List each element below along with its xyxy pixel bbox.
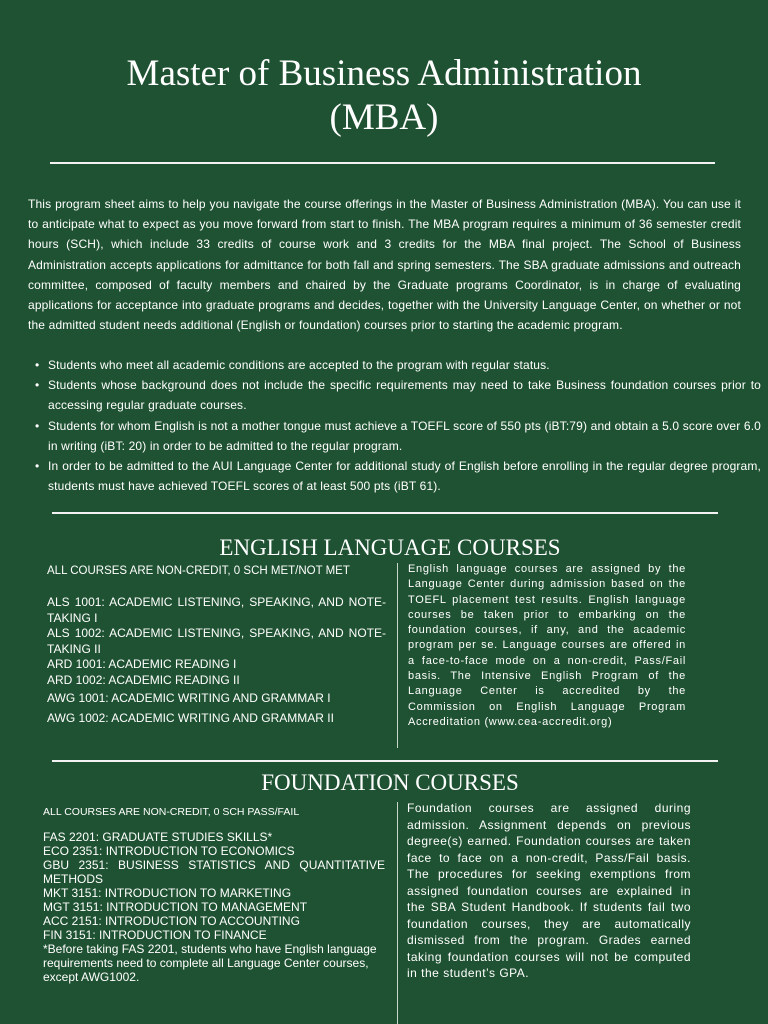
page-title [0, 52, 768, 140]
list-item: ARD 1001: ACADEMIC READING I [47, 657, 237, 671]
english-course-list [47, 595, 386, 726]
list-item: • In order to be admitted to the AUI Language Center for additional study of English before enrolling in the regular degree program, students must have achieved TOEFL scores of at least 500 pts (iBT 61). [48, 456, 761, 496]
list-item: ECO 2351: INTRODUCTION TO ECONOMICS [43, 844, 295, 858]
list-item: ACC 2151: INTRODUCTION TO ACCOUNTING [43, 914, 300, 928]
title-divider [50, 162, 715, 164]
foundation-course-list [43, 830, 385, 984]
list-item: ALS 1001: ACADEMIC LISTENING, SPEAKING, AND NOTE-TAKING I [47, 595, 386, 625]
english-credit-note: ALL COURSES ARE NON-CREDIT, 0 SCH MET/NOT MET [47, 565, 350, 577]
foundation-credit-note: ALL COURSES ARE NON-CREDIT, 0 SCH PASS/FAIL [43, 806, 300, 818]
list-item: FAS 2201: GRADUATE STUDIES SKILLS* [43, 830, 273, 844]
admission-conditions-list [28, 355, 761, 496]
english-description: English language courses are assigned by the Language Center during admission based on the TOEFL placement test results. English language courses be taken prior to embarking on the foundation courses, if any, and the academic program per se. Language courses are offered in a face-to-face mode on a non-credit, Pass/Fail basis. The Intensive English Program of the Language Center is accredited by the Commission on English Language Program Accreditation (www.cea-accredit.org) [408, 563, 686, 728]
list-item: AWG 1001: ACADEMIC WRITING AND GRAMMAR I [47, 691, 331, 705]
list-item: ALS 1002: ACADEMIC LISTENING, SPEAKING, AND NOTE-TAKING II [47, 626, 386, 656]
list-item: FIN 3151: INTRODUCTION TO FINANCE [43, 928, 267, 942]
section-divider [52, 760, 718, 762]
list-item: GBU 2351: BUSINESS STATISTICS AND QUANTITATIVE METHODS [43, 858, 385, 886]
english-courses-column [47, 563, 386, 726]
list-item: MGT 3151: INTRODUCTION TO MANAGEMENT [43, 900, 308, 914]
foundation-courses-column [43, 805, 385, 984]
english-column-divider [397, 563, 398, 748]
list-item: • Students whose background does not include the specific requirements may need to take Business foundation courses prior to accessing regular graduate courses. [48, 375, 761, 415]
page-title-line2: (MBA) [329, 97, 439, 138]
foundation-section-heading: FOUNDATION COURSES [261, 770, 519, 795]
list-item: • Students who meet all academic conditions are accepted to the program with regular status. [48, 355, 761, 375]
section-divider [52, 512, 718, 514]
intro-paragraph: This program sheet aims to help you navigate the course offerings in the Master of Business Administration (MBA). You can use it to anticipate what to expect as you move forward from start to finish. The MBA program requires a minimum of 36 semester credit hours (SCH), which include 33 credits of course work and 3 credits for the MBA final project. The School of Business Administration accepts applications for admittance for both fall and spring semesters. The SBA graduate admissions and outreach committee, composed of faculty members and chaired by the Graduate programs Coordinator, is in charge of evaluating applications for acceptance into graduate programs and decides, together with the University Language Center, on whether or not the admitted student needs additional (English or foundation) courses prior to starting the academic program. [28, 197, 741, 333]
list-item: AWG 1002: ACADEMIC WRITING AND GRAMMAR II [47, 710, 334, 725]
foundation-description: Foundation courses are assigned during admission. Assignment depends on previous degree(s) earned. Foundation courses are taken face to face on a non-credit, Pass/Fail basis. The procedures for seeking exemptions from assigned foundation courses are explained in the SBA Student Handbook. If students fail two foundation courses, they are automatically dismissed from the program. Grades earned taking foundation courses will not be computed in the student’s GPA. [407, 801, 691, 980]
page-title-line1: Master of Business Administration [126, 53, 642, 94]
list-item: • Students for whom English is not a mother tongue must achieve a TOEFL score of 550 pts (iBT:79) and obtain a 5.0 score over 6.0 in writing (iBT: 20) in order to be admitted to the regular program. [48, 416, 761, 456]
list-item: *Before taking FAS 2201, students who have English language requirements need to complete all Language Center courses, except AWG1002. [43, 942, 377, 984]
list-item: ARD 1002: ACADEMIC READING II [47, 672, 240, 687]
foundation-column-divider [397, 802, 398, 1024]
list-item: MKT 3151: INTRODUCTION TO MARKETING [43, 886, 292, 900]
english-section-heading: ENGLISH LANGUAGE COURSES [219, 535, 561, 560]
